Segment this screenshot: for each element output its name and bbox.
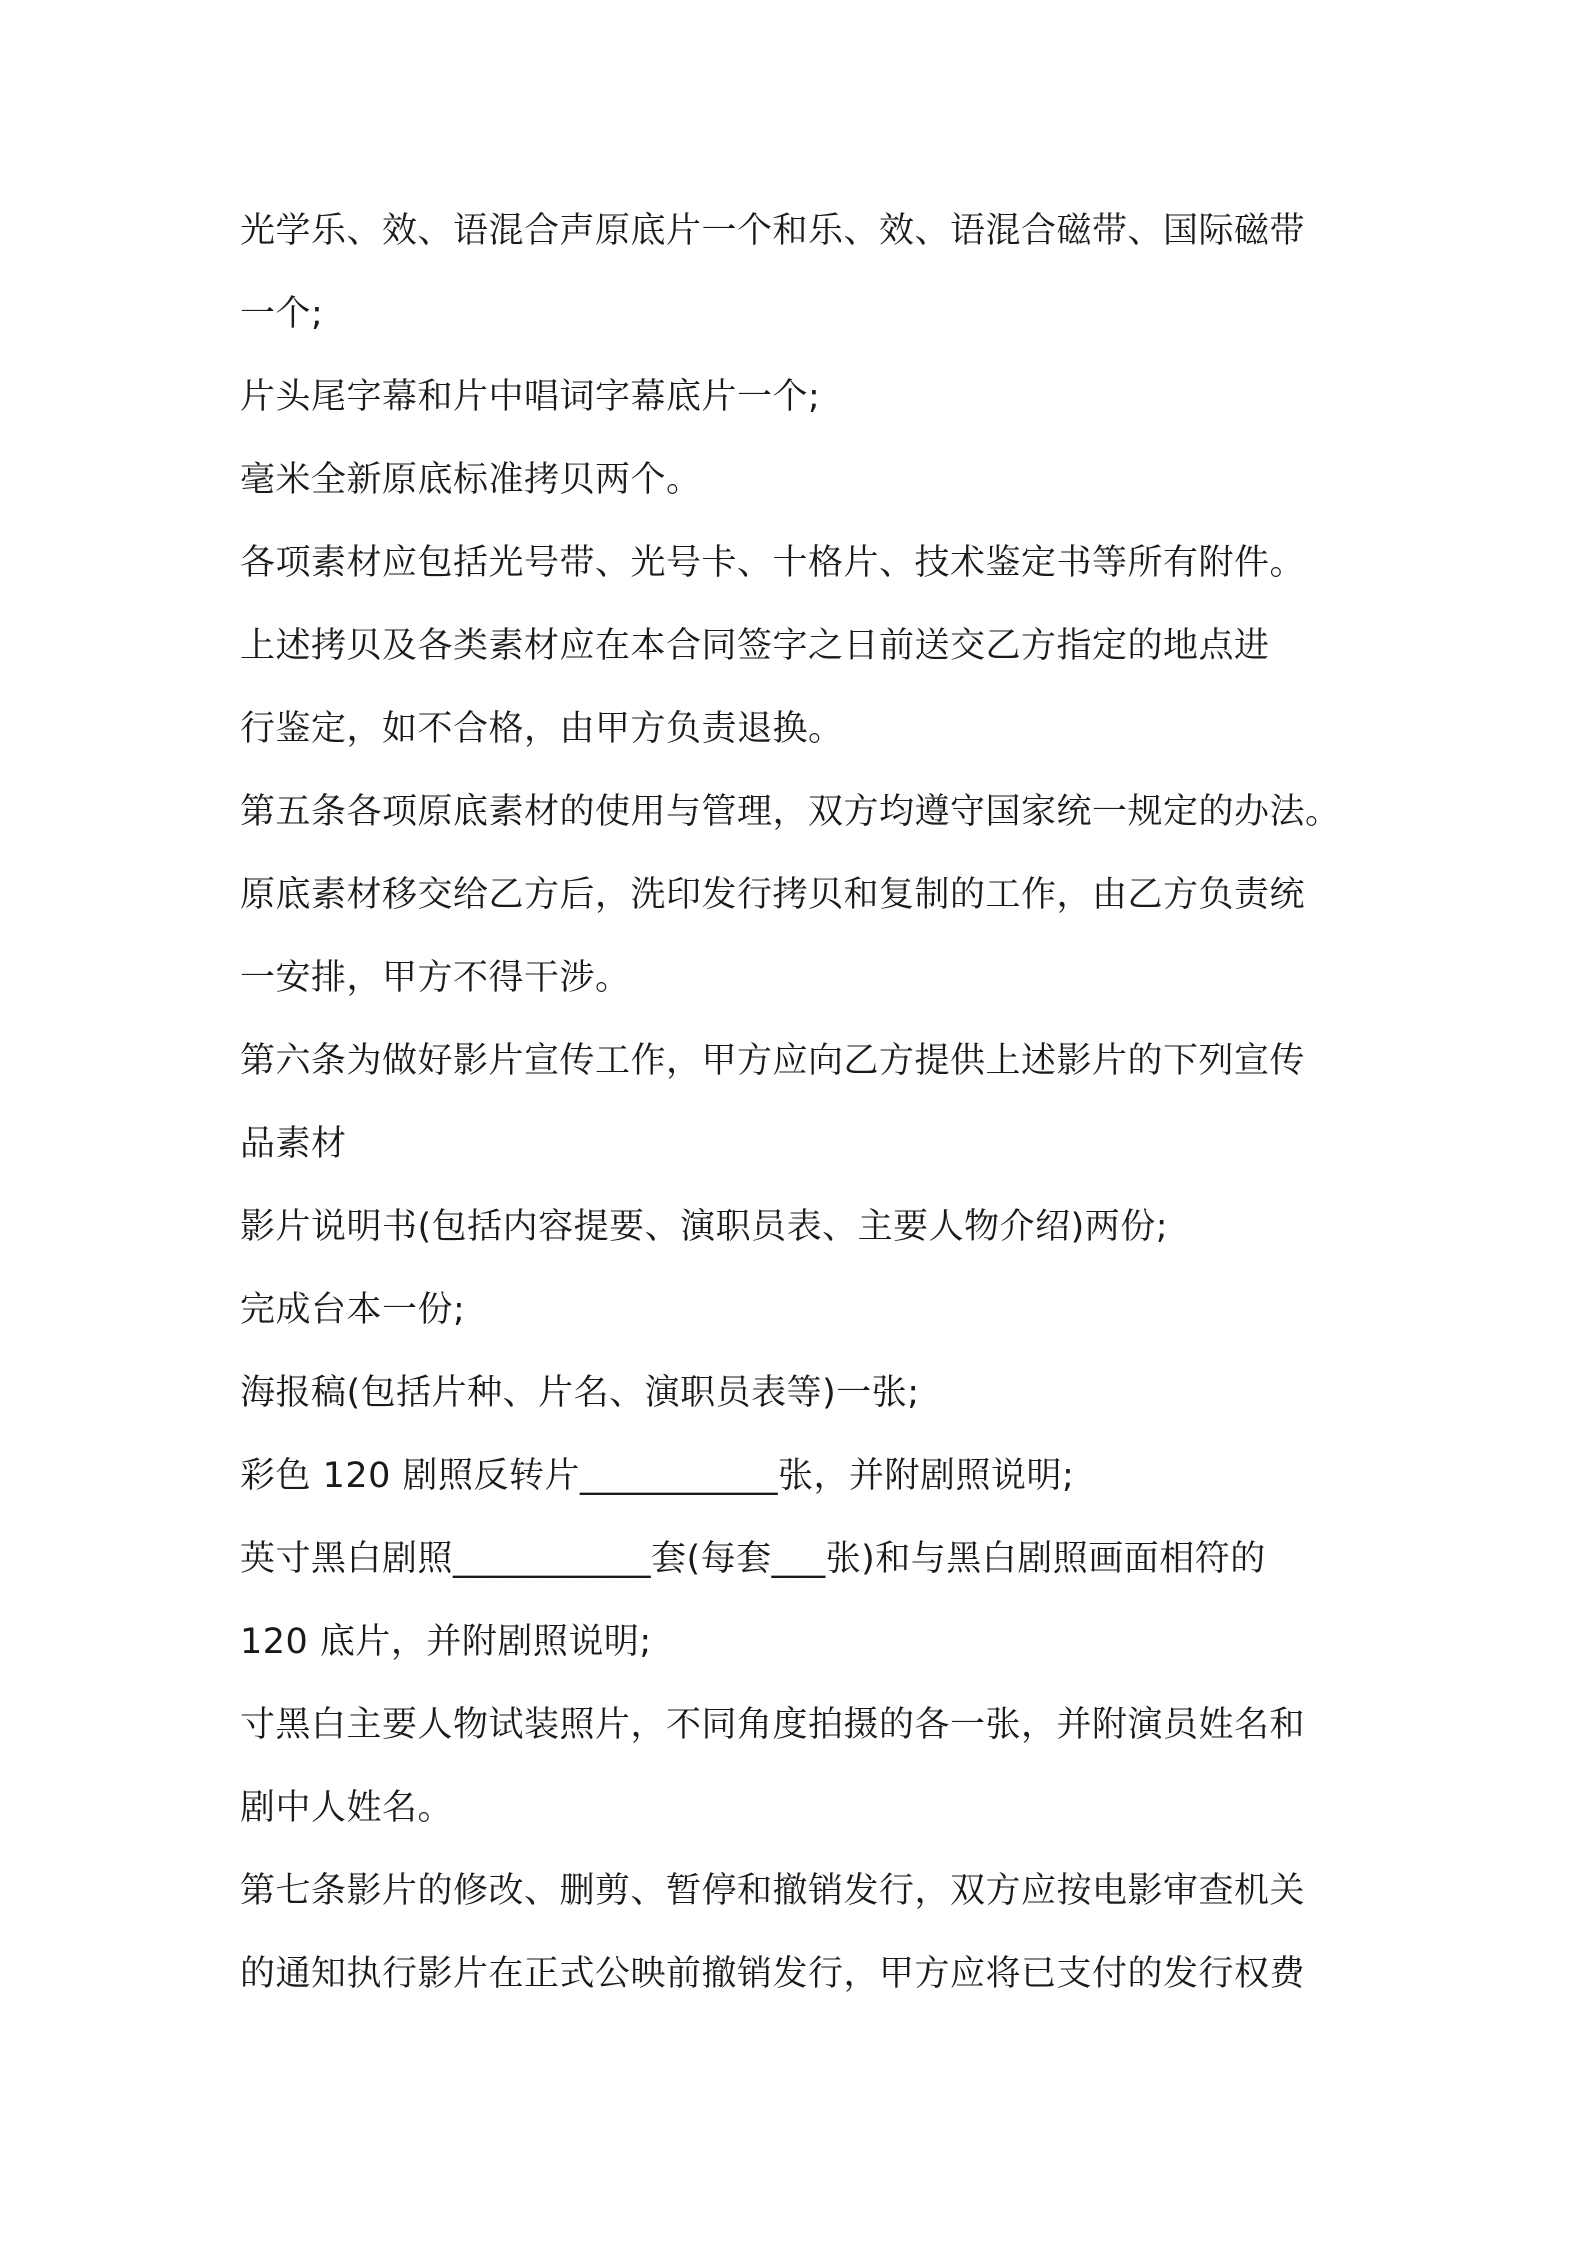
text-line: 原底素材移交给乙方后，洗印发行拷贝和复制的工作，由乙方负责统: [240, 875, 1306, 915]
text-line: 行鉴定，如不合格，由甲方负责退换。: [240, 709, 844, 749]
text-line: 一安排，甲方不得干涉。: [240, 958, 631, 998]
text-line: 第六条为做好影片宣传工作，甲方应向乙方提供上述影片的下列宣传: [240, 1041, 1306, 1081]
text-line: 一个;: [240, 294, 324, 334]
text-line: 光学乐、效、语混合声原底片一个和乐、效、语混合磁带、国际磁带: [240, 211, 1306, 251]
text-line: 各项素材应包括光号带、光号卡、十格片、技术鉴定书等所有附件。: [240, 543, 1306, 583]
text-line: 的通知执行影片在正式公映前撤销发行，甲方应将已支付的发行权费: [240, 1954, 1306, 1994]
text-line: 英寸黑白剧照___________套(每套___张)和与黑白剧照画面相符的: [240, 1539, 1266, 1579]
text-line: 120 底片，并附剧照说明;: [240, 1622, 652, 1662]
text-line: 寸黑白主要人物试装照片，不同角度拍摄的各一张，并附演员姓名和: [240, 1705, 1306, 1745]
text-line: 完成台本一份;: [240, 1290, 466, 1330]
text-line: 剧中人姓名。: [240, 1788, 454, 1828]
text-line: 影片说明书(包括内容提要、演职员表、主要人物介绍)两份;: [240, 1207, 1169, 1247]
text-line: 毫米全新原底标准拷贝两个。: [240, 460, 702, 500]
text-line: 海报稿(包括片种、片名、演职员表等)一张;: [240, 1373, 920, 1413]
text-line: 上述拷贝及各类素材应在本合同签字之日前送交乙方指定的地点进: [240, 626, 1270, 666]
text-line: 片头尾字幕和片中唱词字幕底片一个;: [240, 377, 821, 417]
text-line: 第七条影片的修改、删剪、暂停和撤销发行，双方应按电影审查机关: [240, 1871, 1306, 1911]
text-line: 第五条各项原底素材的使用与管理，双方均遵守国家统一规定的办法。: [240, 792, 1341, 832]
contract-body: [240, 190, 1370, 2016]
text-line: 彩色 120 剧照反转片___________张，并附剧照说明;: [240, 1456, 1075, 1496]
text-line: 品素材: [240, 1124, 347, 1164]
